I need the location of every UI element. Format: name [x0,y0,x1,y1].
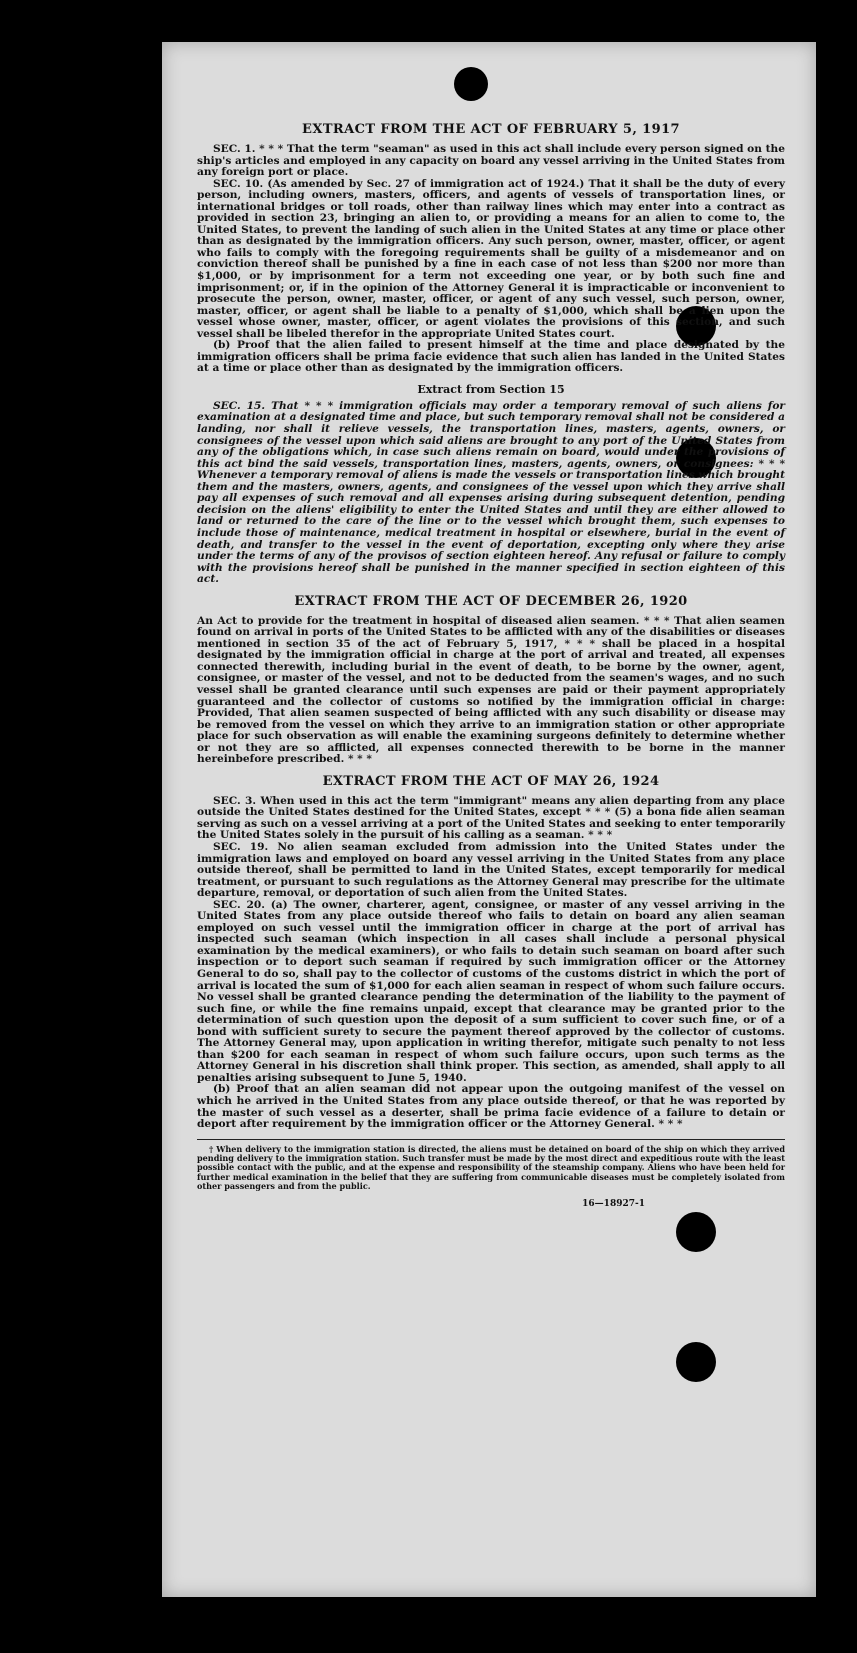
form-number: 16—18927-1 [582,1199,645,1210]
punch-hole [454,67,488,101]
section-extract-section-15 [197,383,785,586]
punch-hole [676,1212,716,1252]
section-act-feb-1917 [197,122,785,375]
paragraph: SEC. 19. No alien seaman excluded from admission into the United States under the immigration laws and employed on board any vessel arriving in the United States from any place outside thereof, shall be permitted to land in the United States, except temporarily for medical treatment, or pursuant to such regulations as the Attorney General may prescribe for the ultimate departure, removal, or deportation of such alien from the United States. [197,840,785,900]
footnote: † When delivery to the immigration station is directed, the aliens must be detained on board of the ship on which they arrived pending delivery to the immigration station. Such transfer must be made by the most direct and expeditious route with the least possible contact with the public, and at the expense and responsibility of the steamship company. Aliens who have been held for further medical examination in the belief that they are suffering from communicable diseases must be completely isolated from other passengers and from the public. [197,1143,785,1191]
section-act-dec-1920 [197,594,785,766]
paragraph: SEC. 10. (As amended by Sec. 27 of immigration act of 1924.) That it shall be the duty of every person, including owners, masters, officers, and agents of vessels of transportation lines, or international bridges or toll roads, other than railway lines which may enter into a contract as provided in section 23, bringing an alien to, or providing a means for an alien to come to, the United States, to prevent the landing of such alien in the United States at any time or place other than as designated by the immigration officers. Any such person, owner, master, officer, or agent who fails to comply with the foregoing requirements shall be guilty of a misdemeanor and on conviction thereof shall be punished by a fine in each case of not less than $200 nor more than $1,000, or by imprisonment for a term not exceeding one year, or by both such fine and imprisonment; or, if in the opinion of the Attorney General it is impracticable or inconvenient to prosecute the person, owner, master, officer, or agent of any such vessel, such person, owner, master, officer, or agent shall be liable to a penalty of $1,000, which shall be a lien upon the vessel whose owner, master, officer, or agent violates the provisions of this section, and such vessel shall be libeled therefor in the appropriate United States court. [197,177,785,340]
paragraph: (b) Proof that an alien seaman did not appear upon the outgoing manifest of the vessel on which he arrived in the United States from any place outside thereof, or that he was reported by the master of such vessel as a deserter, shall be prima facie evidence of a failure to detain or deport after requirement by the immigration officer or the Attorney General. * * * [197,1083,785,1131]
paragraph: SEC. 3. When used in this act the term "immigrant" means any alien departing from any place outside the United States destined for the United States, except * * * (5) a bona fide alien seaman serving as such on a vessel arriving at a port of the United States and seeking to enter temporarily the United States solely in the pursuit of his calling as a seaman. * * * [197,794,785,842]
document-page [162,42,816,1597]
section-subheading: Extract from Section 15 [417,382,565,396]
section-heading: EXTRACT FROM THE ACT OF DECEMBER 26, 1920 [294,593,688,609]
section-act-may-1924 [197,774,785,1131]
document-body [197,122,785,1209]
paragraph: (b) Proof that the alien failed to present himself at the time and place designated by the immigration officers shall be prima facie evidence that such alien has landed in the United States at a time or place other than as designated by the immigration officers. [197,339,785,375]
paragraph: An Act to provide for the treatment in hospital of diseased alien seamen. * * * That alien seamen found on arrival in ports of the United States to be afflicted with any of the disabilities or diseases mentioned in section 35 of the act of February 5, 1917, * * * shall be placed in a hospital designated by the immigration official in charge at the port of arrival and treated, all expenses connected therewith, including burial in the event of death, to be borne by the owner, agent, consignee, or master of the vessel, and not to be deducted from the seamen's wages, and no such vessel shall be granted clearance until such expenses are paid or their payment appropriately guaranteed and the collector of customs so notified by the immigration official in charge: Provided, That alien seamen suspected of being afflicted with any such disability or disease may be removed from the vessel on which they arrive to an immigration station or other appropriate place for such observation as will enable the examining surgeons definitely to determine whether or not they are so afflicted, all expenses connected therewith to be borne in the manner hereinbefore prescribed. * * * [197,614,785,766]
section-heading: EXTRACT FROM THE ACT OF FEBRUARY 5, 1917 [302,122,680,137]
paragraph: SEC. 15. That * * * immigration officials may order a temporary removal of such aliens for examination at a designated time and place, but such temporary removal shall not be considered a landing, nor shall it relieve vessels, the transportation lines, masters, agents, owners, or consignees of the vessel upon which said aliens are brought to any port of the United States from any of the obligations which, in case such aliens remain on board, would under the provisions of this act bind the said vessels, transportation lines, masters, agents, owners, or consignees: * * * Whenever a temporary removal of aliens is made the vessels or transportation lines which brought them and the masters, owners, agents, and consignees of the vessel upon which they arrive shall pay all expenses of such removal and all expenses arising during subsequent detention, pending decision on the aliens' eligibility to enter the United States and until they are either allowed to land or returned to the care of the line or to the vessel which brought them, such expenses to include those of maintenance, medical treatment in hospital or elsewhere, burial in the event of death, and transfer to the vessel in the event of deportation, excepting only where they arise under the terms of any of the provisos of section eighteen hereof. Any refusal or failure to comply with the provisions hereof shall be punished in the manner specified in section eighteen of this act. [197,399,785,586]
paragraph: SEC. 1. * * * That the term "seaman" as used in this act shall include every person signed on the ship's articles and employed in any capacity on board any vessel arriving in the United States from any foreign port or place. [197,143,785,179]
punch-hole [676,1342,716,1382]
footnote-divider [197,1139,785,1140]
paragraph: SEC. 20. (a) The owner, charterer, agent, consignee, or master of any vessel arriving in the United States from any place outside thereof who fails to detain on board any alien seaman employed on such vessel until the immigration officer in charge at the port of arrival has inspected such seaman (which inspection in all cases shall include a personal physical examination by the medical examiners), or who fails to detain such seaman on board after such inspection or to deport such seaman if required by such immigration officer or the Attorney General to do so, shall pay to the collector of customs of the customs district in which the port of arrival is located the sum of $1,000 for each alien seaman in respect of whom such failure occurs. No vessel shall be granted clearance pending the determination of the liability to the payment of such fine, or while the fine remains unpaid, except that clearance may be granted prior to the determination of such question upon the deposit of a sum sufficient to cover such fine, or of a bond with sufficient surety to secure the payment thereof approved by the collector of customs. The Attorney General may, upon application in writing therefor, mitigate such penalty to not less than $200 for each seaman in respect of whom such failure occurs, upon such terms as the Attorney General in his discretion shall think proper. This section, as amended, shall apply to all penalties arising subsequent to June 5, 1940. [197,898,785,1084]
section-heading: EXTRACT FROM THE ACT OF MAY 26, 1924 [322,773,660,789]
